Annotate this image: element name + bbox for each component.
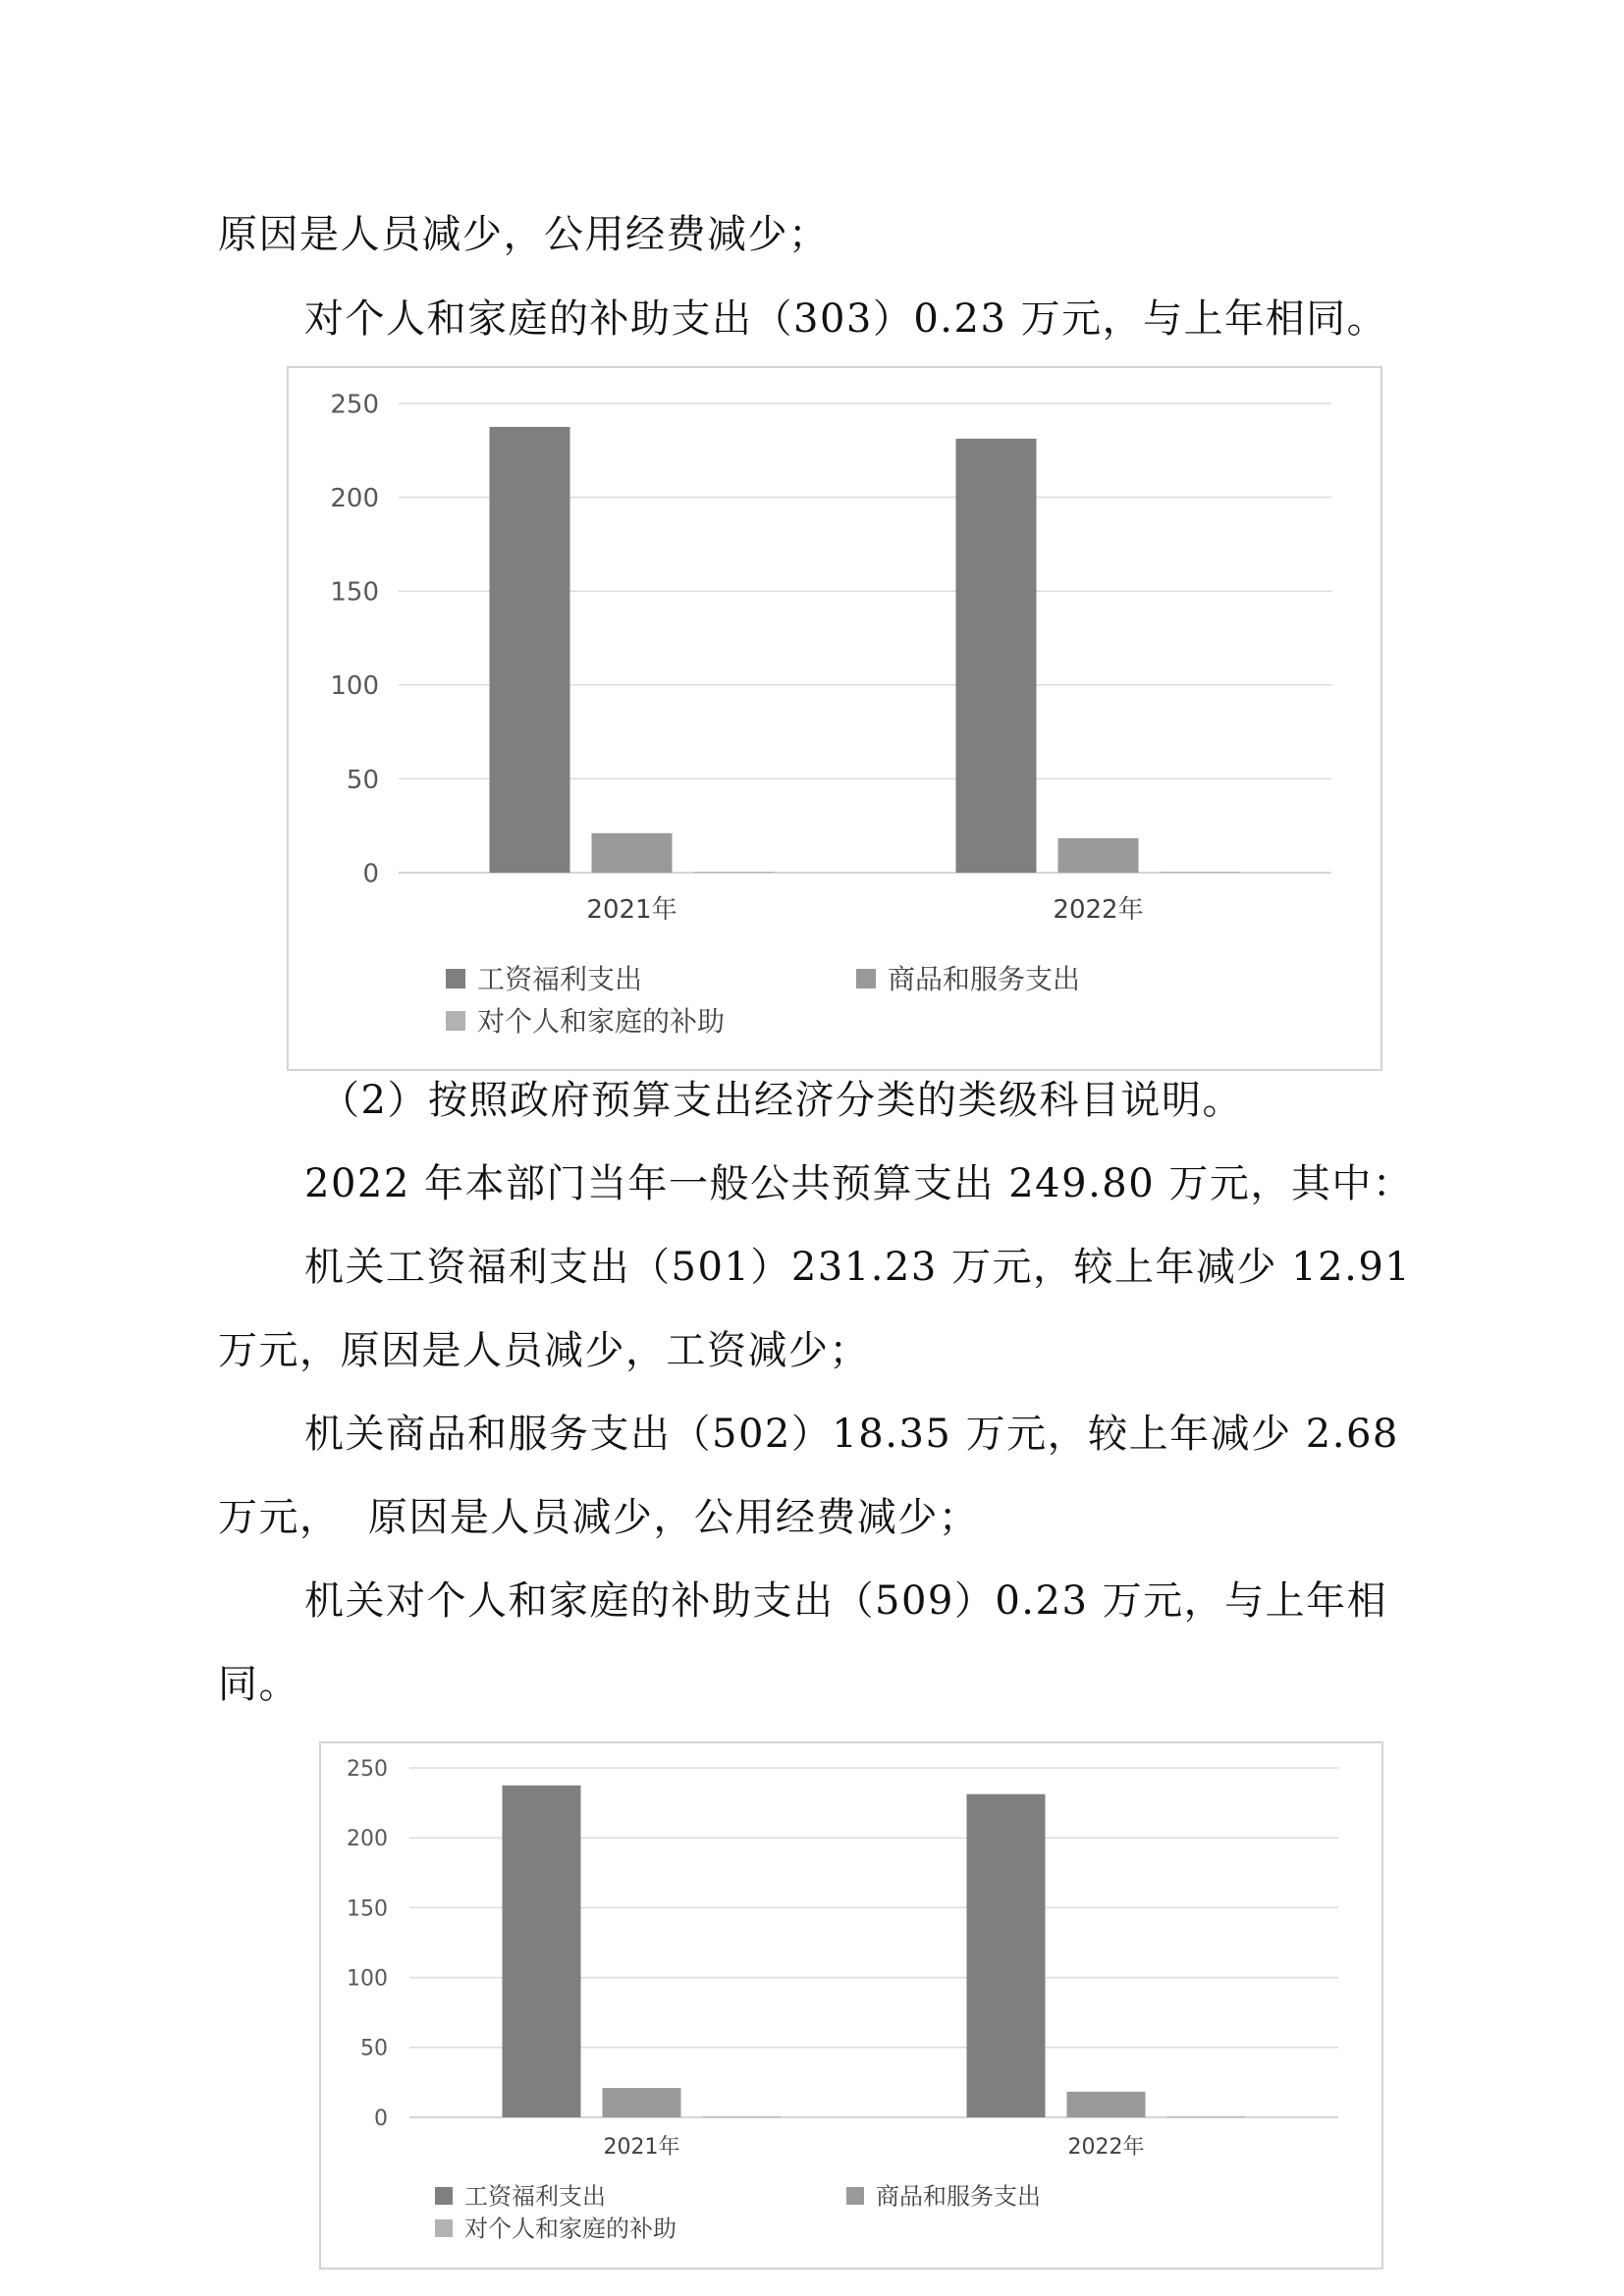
legend-label: 商品和服务支出 bbox=[888, 963, 1081, 996]
bar bbox=[1161, 872, 1241, 873]
legend-swatch bbox=[446, 969, 465, 988]
y-tick-label: 100 bbox=[330, 671, 379, 702]
bar bbox=[1067, 2092, 1146, 2117]
chart-frame-2 bbox=[319, 1741, 1383, 2269]
y-tick-label: 200 bbox=[330, 483, 379, 513]
paragraph-wages-line2: 万元，原因是人员减少，工资减少； bbox=[218, 1328, 870, 1373]
y-tick-label: 150 bbox=[347, 1896, 388, 1922]
y-tick-label: 0 bbox=[374, 2106, 388, 2131]
category-label: 2021年 bbox=[603, 2135, 680, 2160]
bar-chart-1 bbox=[289, 368, 1380, 1069]
category-label: 2022年 bbox=[1053, 895, 1144, 925]
bar bbox=[490, 427, 570, 873]
paragraph-goods-line2: 万元， 原因是人员减少，公用经费减少； bbox=[218, 1495, 980, 1540]
legend-swatch bbox=[435, 2187, 453, 2205]
y-tick-label: 50 bbox=[346, 765, 379, 795]
chart-frame-1 bbox=[287, 366, 1382, 1071]
legend-swatch bbox=[856, 969, 876, 988]
legend-label: 工资福利支出 bbox=[464, 2182, 606, 2211]
paragraph-family-subsidy: 对个人和家庭的补助支出（303）0.23 万元，与上年相同。 bbox=[304, 296, 1388, 342]
bar bbox=[967, 1794, 1046, 2117]
legend-label: 商品和服务支出 bbox=[876, 2182, 1041, 2211]
y-tick-label: 0 bbox=[362, 859, 379, 889]
bar bbox=[592, 833, 673, 873]
paragraph-budget-total: 2022 年本部门当年一般公共预算支出 249.80 万元，其中： bbox=[304, 1161, 1414, 1206]
y-tick-label: 100 bbox=[347, 1966, 388, 1992]
category-label: 2021年 bbox=[586, 895, 677, 925]
paragraph-reason-line: 原因是人员减少，公用经费减少； bbox=[218, 212, 830, 257]
legend-swatch bbox=[435, 2219, 453, 2237]
y-tick-label: 250 bbox=[347, 1756, 388, 1782]
paragraph-goods-line1: 机关商品和服务支出（502）18.35 万元，较上年减少 2.68 bbox=[304, 1412, 1399, 1457]
bar bbox=[956, 439, 1037, 873]
bar bbox=[1167, 2116, 1246, 2117]
y-tick-label: 150 bbox=[330, 577, 379, 608]
paragraph-wages-line1: 机关工资福利支出（501）231.23 万元，较上年减少 12.91 bbox=[304, 1245, 1412, 1290]
section-heading-economic-classification: （2）按照政府预算支出经济分类的类级科目说明。 bbox=[320, 1078, 1243, 1123]
bar bbox=[694, 872, 775, 873]
legend-label: 对个人和家庭的补助 bbox=[464, 2215, 677, 2243]
paragraph-subsidy-line2: 同。 bbox=[218, 1662, 299, 1707]
y-tick-label: 250 bbox=[330, 390, 379, 420]
legend-swatch bbox=[446, 1011, 465, 1031]
category-label: 2022年 bbox=[1067, 2135, 1145, 2160]
bar-chart-2 bbox=[321, 1743, 1381, 2268]
bar bbox=[603, 2088, 681, 2117]
y-tick-label: 50 bbox=[360, 2036, 388, 2061]
bar bbox=[503, 1786, 581, 2117]
legend-label: 对个人和家庭的补助 bbox=[477, 1005, 726, 1039]
y-tick-label: 200 bbox=[347, 1827, 388, 1852]
bar bbox=[703, 2116, 782, 2117]
legend-label: 工资福利支出 bbox=[477, 963, 643, 996]
bar bbox=[1058, 838, 1139, 873]
paragraph-subsidy-line1: 机关对个人和家庭的补助支出（509）0.23 万元，与上年相 bbox=[304, 1578, 1388, 1624]
legend-swatch bbox=[846, 2187, 864, 2205]
